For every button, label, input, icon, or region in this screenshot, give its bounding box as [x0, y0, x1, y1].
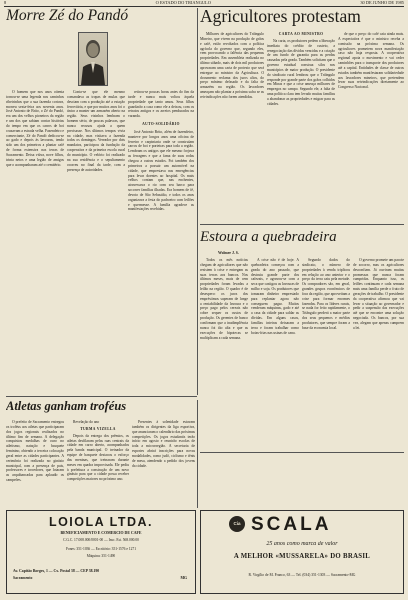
story-1-column-1: O homem que nos anos oitenta tornou-se uma legenda nos caminhos ribeirinhos que a sua fazenda cortava, morreu sexta-feira aos noventa anos. José Antonio de Brito, o Zé do Pandó, era um dos velhos pioneiros da região e um dos que sabiam contar histórias do tempo em que os carros de boi cruzavam a estrada velha. Fazendeiro e comerciante, Zé do Pandó dedicou-se ao gado e depois às lavouras, tendo sido um dos primeiros a plantar café de forma extensiva nas terras de Sacramento. Deixa viúva, nove filhos, trinta netos e uma legião de amigos que o acompanharam até o cemitério. — [6, 90, 64, 167]
story-3-column-4: O governo promete um pacote de socorro, mas os agricultores desconfiam. Já ouviram muitas promessas que nunca foram cumpridas. Enquanto isso, os leilões continuam e cada semana mais uma família perde o fruto de gerações de trabalho. O presidente da cooperativa afirmou que vai levar a situação ao governador e pedir a suspensão das execuções até que se encontre uma solução negociada. Os bancos, por sua vez, alegam que apenas cumprem a lei. — [353, 258, 404, 330]
loiola-state: MG — [180, 576, 187, 580]
column-rule — [197, 8, 198, 395]
scala-name: SCALA — [251, 514, 332, 535]
story-3-column-2: A crise não é de hoje. A quebradeira começou com a geada do ano passado, que destruiu grande parte dos cafezais, e agravou-se com a seca que castigou as lavouras de milho e soja. Os produtores que tomaram dinheiro emprestado para replantar agora não conseguem pagar. Muitos venderam máquinas, gado e até a casa da cidade para saldar as dívidas. Em alguns casos, famílias inteiras deixaram a terra e foram trabalhar como boias-frias nas usinas de cana. — [251, 258, 299, 335]
scala-logo-icon — [229, 516, 245, 532]
loiola-business: BENEFICIAMENTO E COMÉRCIO DE CAFÉ — [60, 531, 142, 535]
scala-advertisement — [200, 510, 404, 594]
issue-date: 30 DE JUNHO DE 1985 — [360, 0, 404, 5]
section-rule-right — [200, 452, 404, 453]
loiola-name: LOIOLA LTDA. — [48, 515, 154, 529]
section-rule-left — [6, 396, 197, 397]
story-4-headline: Atletas ganham troféus — [6, 400, 127, 413]
story-3-headline: Estoura a quebradeira — [200, 230, 337, 245]
story-2-column-1: Milhares de agricultores do Triângulo Mineiro, que vivem na produção de grãos e café, estão revoltados com a política agrícola do governo que, segundo eles, vem provocando a falência das pequenas propriedades. Em assembleia realizada no último sábado, mais de dois mil produtores aprovaram uma carta de protesto que será entregue ao ministro da Agricultura. O documento reclama dos juros altos, do preço mínimo defasado e da falta de armazéns na região. Os lavradores ameaçam não plantar a próxima safra se as reivindicações não forem atendidas. — [200, 32, 264, 99]
scala-tagline: 25 anos como marca de valor — [266, 541, 338, 547]
masthead — [4, 0, 404, 7]
loiola-advertisement — [6, 510, 196, 594]
story-4-subheading: TURMA VIZELLA — [80, 426, 116, 431]
loiola-address: Av. Capitão Borges, 1 — Cx. Postal 38 — CEP 38.190 — [13, 569, 100, 573]
story-3-column-3: Segundo dados do sindicato, o número de propriedades à venda triplicou em relação ao ano anterior e o preço da terra caiu pela metade. Os compradores são, em geral, grandes grupos econômicos de fora da região, que aproveitam a crise para formar enormes fazendas. Para os líderes rurais, se nada for feito rapidamente, o Triângulo perderá a maior parte dos seus pequenos e médios produtores, que sempre foram a base da economia local. — [302, 258, 350, 330]
loiola-registration: C.G.C. 17.008.000/0001-00 — Insc. Est. 568.000.00 — [63, 538, 139, 542]
story-2-subheading: CARTA AO MINISTRO — [278, 32, 324, 36]
loiola-machine-phone: Máquina: 351-1490 — [86, 554, 116, 558]
loiola-phones: Fones: 351-1036 — Escritório: 351-1576 e 1271 — [65, 547, 137, 551]
scala-address: R. Virgílio de M. Franco, 63 — Tel. (034) 351-1303 — Sacramento-MG — [248, 573, 356, 577]
story-4-column-3: Presentes à solenidade estavam também os dirigentes da liga esportiva, que anunciaram o calendário das próximas competições. Os jogos estudantis terão início em agosto e reunirão escolas de toda a microrregião. A secretaria de esportes abrirá inscrições para novas modalidades, como judô, ciclismo e tênis de mesa, atendendo a pedido dos jovens da cidade. — [132, 420, 195, 468]
scala-logo-text: Cia — [233, 521, 241, 526]
portrait-photo — [78, 32, 108, 86]
story-1-column-3: retirou-se poucas horas antes do fim da tarde e nunca mais voltou àquela propriedade que tanto amou. Seus filhos guardarão a casa como ele a deixou, com os retratos antigos e os arreios pendurados na varanda. AUTO-SOLIDÁRIO José Antonio Brito, além de fazendeiro, manteve por longos anos uma oficina de ferreiro e carpintaria onde se construíam carros de boi e porteiras para toda a região. Lembram os antigos que ele mesmo forjava as ferragens e que a fama de suas rodas chegou a outros estados. Foi também dos primeiros a possuir um automóvel na cidade, que emprestava nas emergências para levar doentes ao hospital. Os mais velhos contam que, nas enchentes, atravessava o rio com seu barco para socorrer famílias ilhadas. Era homem de fé, devoto de São Sebastião, e todos os anos organizava a festa do padroeiro com leilões e quermesse. A família agradece as manifestações recebidas. — [128, 90, 194, 212]
story-4-column-2: Revelação do ano TURMA VIZELLA Depois da entrega dos prêmios, os atletas desfilaram pelas ruas centrais da cidade em carro aberto, acompanhados pela banda municipal. O treinador da equipe de basquete destacou o esforço das meninas, que treinaram durante meses em quadra improvisada. Ele pediu à prefeitura a construção de um novo ginásio para que a cidade possa receber competições maiores no próximo ano. — [67, 420, 129, 482]
story-2-column-3: de que o preço do café caia ainda mais. A expectativa é que o ministro receba a comissão na próxima semana. Os agricultores prometem nova manifestação caso não haja resposta. A cooperativa regional apoia o movimento e vai ceder caminhões para o transporte dos produtores até a capital. Entidades de classe de outros estados também manifestaram solidariedade aos lavradores mineiros, que pretendem levar suas reivindicações diretamente ao Congresso Nacional. — [338, 32, 404, 90]
column-rule-bottom — [197, 400, 198, 508]
story-3-column-1: Todos os mês notícias chegam de agricultores que não resistem à crise e entregam as suas terras aos bancos. Nos últimos meses, mais de cem propriedades foram levadas a leilão na região. O quadro é de desespero: os juros dos empréstimos superam de longe a rentabilidade da lavoura e o preço pago pelos cereais não cobre sequer os custos de produção. Os gerentes de banco confirmam que a inadimplência nunca foi tão alta e que as execuções de hipotecas se multiplicam a cada semana. — [200, 258, 248, 340]
story-2-column-2: CARTA AO MINISTRO Na carta, os produtores pedem a liberação imediata do crédito de custeio, a renegociação das dívidas vencidas e a criação de um fundo de garantia para as perdas causadas pela geada. Também solicitam que o governo estadual construa silos nos municípios de maior produção. O presidente do sindicato rural lembrou que o Triângulo responde por grande parte dos grãos colhidos em Minas e que a crise ameaça milhares de empregos no campo. Segundo ele, a falta de uma política clara tem levado muitas famílias a abandonar as propriedades e migrar para as cidades. — [267, 32, 335, 106]
story-2-headline: Agricultores protestam — [200, 8, 361, 26]
loiola-city: Sacramento — [13, 576, 33, 580]
scala-slogan: A MELHOR «MUSSARELA» DO BRASIL — [233, 553, 371, 560]
paper-name: O ESTADO DO TRIANGULO — [155, 0, 211, 5]
story-1-headline: Morre Zé do Pandó — [6, 8, 129, 24]
section-rule — [200, 224, 404, 225]
story-4-column-1: O prefeito de Sacramento entregou os troféus aos atletas que participaram dos jogos regionais realizados no último fim de semana. A delegação conquistou medalhas de ouro no atletismo, natação e basquete feminino, obtendo a terceira colocação geral entre as cidades participantes. A cerimônia foi realizada no ginásio municipal, com a presença de pais, professores e torcedores, que lotaram as arquibancadas para aplaudir os campeões. — [6, 420, 64, 483]
portrait-man-image — [79, 33, 107, 85]
story-1-column-2: Conta-se que ele mesmo comandava as tropas de mulas que desciam com a produção até a estação ferroviária, e que por muitos anos foi o único a manter um armazém aberto na região. Seus vizinhos lembram o homem sério, de poucas palavras, que nunca recusou ajuda a quem precisasse. Nos últimos tempos vivia na cidade, mas visitava a fazenda todos os domingos. Vereador por dois mandatos, participou da fundação da cooperativa e da primeira escola rural do município. O velório foi realizado na sua residência e o sepultamento ocorreu no final da tarde, com a presença de autoridades. — [67, 90, 125, 172]
story-3-byline: Wolmer J. S. — [218, 251, 239, 255]
page-number: 8 — [4, 0, 7, 5]
story-1-subheading: AUTO-SOLIDÁRIO — [142, 122, 180, 127]
